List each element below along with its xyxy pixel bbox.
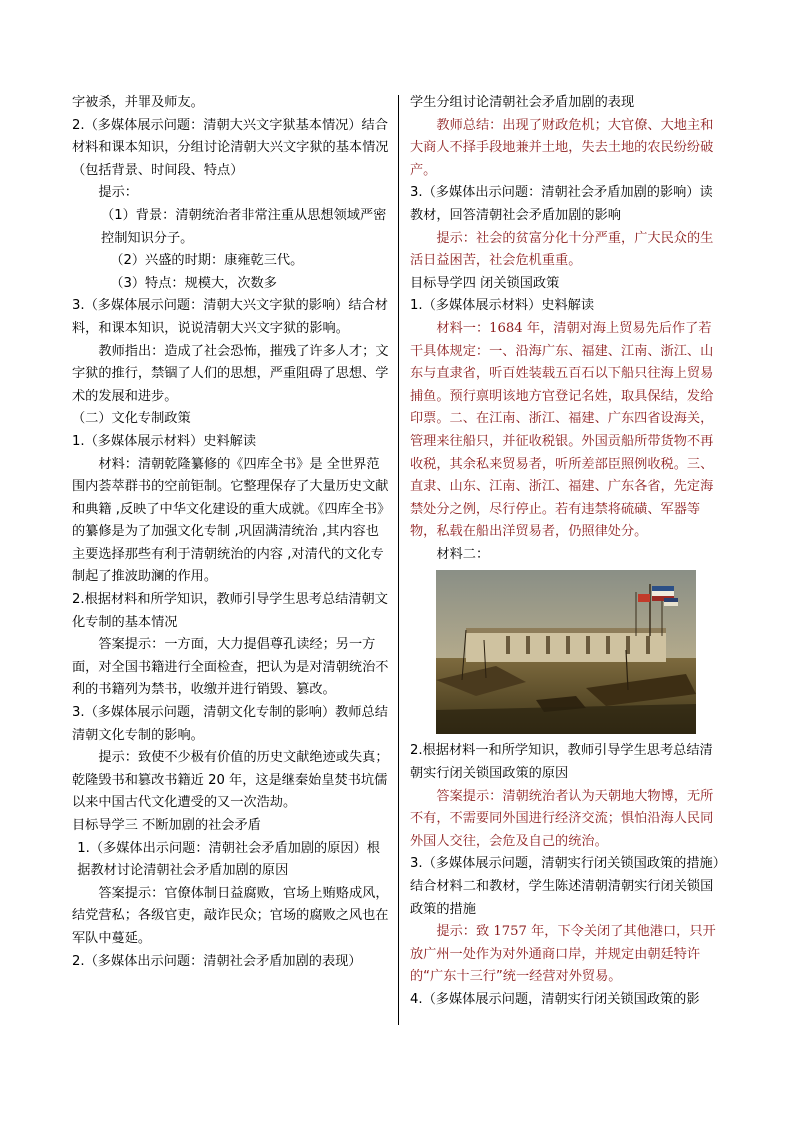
teacher-summary: 教师总结：出现了财政危机；大官僚、大地主和大商人不择手段地兼并土地，失去土地的农民纷纷破产。 <box>410 117 714 178</box>
harbor-painting-graphic <box>436 570 696 734</box>
right-column <box>410 92 724 1012</box>
hint-item: （2）兴盛的时期：康雍乾三代。 <box>110 253 304 269</box>
column-divider <box>398 95 399 1025</box>
hint-text: 提示：社会的贫富分化十分严重，广大民众的生活日益困苦，社会危机重重。 <box>410 230 714 269</box>
year-value: 1684 <box>489 320 523 336</box>
hint-prefix: 提示：致 <box>436 924 494 940</box>
left-column <box>72 92 390 973</box>
question-item: 3.（多媒体展示问题，清朝文化专制的影响）教师总结清朝文化专制的影响。 <box>72 705 388 743</box>
answer-hint: 答案提示：一方面，大力提倡尊孔读经；另一方面，对全国书籍进行全面检查，把认为是对清朝统治不利的书籍列为禁书，收缴并进行销毁、篡改。 <box>72 637 389 698</box>
question-item: 3.（多媒体出示问题：清朝社会矛盾加剧的影响）读教材，回答清朝社会矛盾加剧的影响 <box>410 185 713 223</box>
material-one-text <box>410 318 724 544</box>
text-line: 学生分组讨论清朝社会矛盾加剧的表现 <box>410 95 635 110</box>
question-item: 1.（多媒体展示材料）史料解读 <box>72 433 257 449</box>
question-item: 2.（多媒体展示问题：清朝大兴文字狱基本情况）结合材料和课本知识，分组讨论清朝大兴文字狱的基本情况（包括背景、时间段、特点） <box>72 117 389 178</box>
section-heading: 目标导学三 不断加剧的社会矛盾 <box>72 818 261 833</box>
hint-label: 提示： <box>98 185 138 201</box>
question-item: 2.（多媒体出示问题：清朝社会矛盾加剧的表现） <box>72 953 362 969</box>
year-value: 1757 <box>493 924 527 940</box>
material-label: 材料一： <box>436 320 490 336</box>
text-line: 字被杀，并罪及师友。 <box>72 95 204 110</box>
section-heading: （二）文化专制政策 <box>72 411 191 427</box>
question-item: 3.（多媒体展示问题，清朝实行闭关锁国政策的措施）结合材料二和教材，学生陈述清朝清朝实行闭关锁国政策的措施 <box>410 856 720 917</box>
material-body: 年，清朝对海上贸易先后作了若干具体规定：一、沿海广东、福建、江南、浙江、山东与直隶省，听百姓装载五百石以下船只往海上贸易捕鱼。预行禀明该地方官登记名姓，取具保结，发给印票。二、在江南、浙江、福建、广东四省设海关，管理来往船只，并征收税银。外国贡船所带货物不再收税，其余私来贸易者，听所差部臣照例收税。三、直隶、山东、江南、浙江、福建、广东各省，先定海禁处分之例，尽行停止。若有违禁将硫磺、军器等物，私载在船出洋贸易者，仍照律处分。 <box>410 320 714 540</box>
teacher-note: 教师指出：造成了社会恐怖，摧残了许多人才；文字狱的推行，禁锢了人们的思想，严重阻碍了思想、学术的发展和进步。 <box>72 343 389 404</box>
hint-body: 年，下令关闭了其他港口，只开放广州一处作为对外通商口岸，并规定由朝廷特许的“广东十三行”统一经营对外贸易。 <box>410 924 716 985</box>
question-item: 3.（多媒体展示问题：清朝大兴文字狱的影响）结合材料，和课本知识，说说清朝大兴文字狱的影响。 <box>72 298 388 336</box>
material-two-label: 材料二： <box>436 546 490 562</box>
hint-item: （1）背景：清朝统治者非常注重从思想领域严密控制知识分子。 <box>101 207 387 246</box>
canton-harbor-painting <box>436 570 696 734</box>
answer-hint: 答案提示：官僚体制日益腐败，官场上贿赂成风，结党营私；各级官吏，敲诈民众；官场的腐败之风也在军队中蔓延。 <box>72 885 389 946</box>
section-heading: 目标导学四 闭关锁国政策 <box>410 275 560 291</box>
hint-item: （3）特点：规模大，次数多 <box>110 275 277 291</box>
material-text: 材料：清朝乾隆纂修的《四库全书》是 全世界范围内荟萃群书的空前钜制。它整理保存了大量历史文献和典籍 ,反映了中华文化建设的重大成就。《四库全书》的纂修是为了加强文化专制 ,巩固满清统治 ,其内容也主要选择那些有利于清朝统治的内容 ,对清代的文化专制起了推波助澜的作用。 <box>72 456 389 585</box>
hint-text: 提示：致使不少极有价值的历史文献绝迹或失真；乾隆毁书和篡改书籍近 20 年，这是继秦始皇焚书坑儒以来中国古代文化遭受的又一次浩劫。 <box>72 750 389 811</box>
answer-hint: 答案提示：清朝统治者认为天朝地大物博，无所不有，不需要同外国进行经济交流；惧怕沿海人民同外国人交往，会危及自己的统治。 <box>410 788 714 849</box>
question-item: 2.根据材料一和所学知识，教师引导学生思考总结清朝实行闭关锁国政策的原因 <box>410 743 713 782</box>
question-item: 2.根据材料和所学知识，教师引导学生思考总结清朝文化专制的基本情况 <box>72 592 388 630</box>
question-item: 1.（多媒体展示材料）史料解读 <box>410 298 595 314</box>
question-item: 1.（多媒体出示问题：清朝社会矛盾加剧的原因）根据教材讨论清朝社会矛盾加剧的原因 <box>77 840 380 879</box>
hint-text <box>410 921 724 989</box>
question-item: 4.（多媒体展示问题，清朝实行闭关锁国政策的影 <box>410 992 700 1007</box>
